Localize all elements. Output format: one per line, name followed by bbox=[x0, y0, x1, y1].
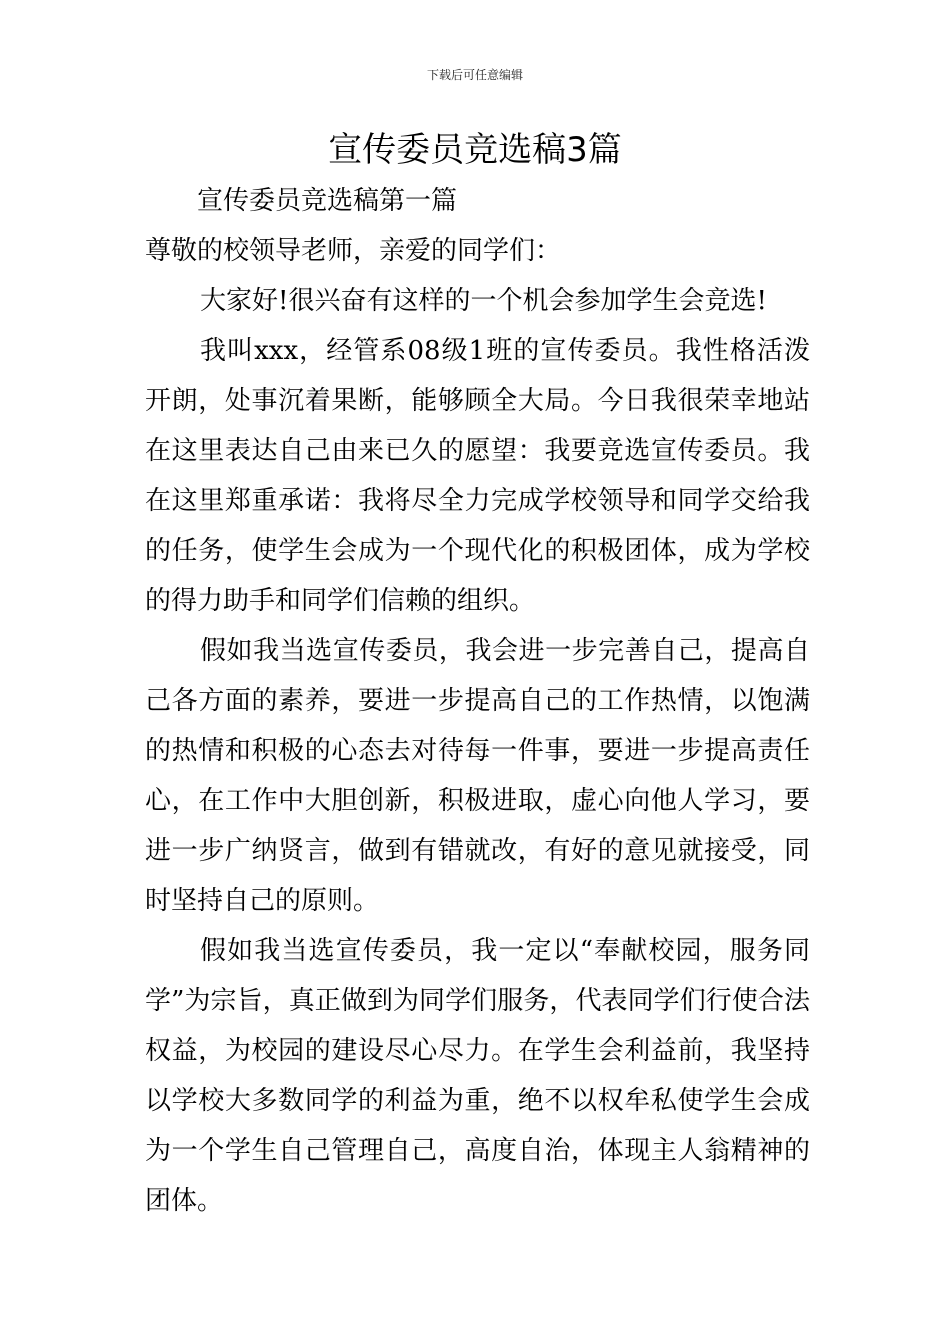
section-subtitle: 宣传委员竞选稿第一篇 bbox=[197, 186, 458, 216]
paragraph: 假如我当选宣传委员，我会进一步完善自己，提高自己各方面的素养，要进一步提高自己的工作热情，以饱满的热情和积极的心态去对待每一件事，要进一步提高责任心，在工作中大胆创新，积极进取，虚心向他人学习，要进一步广纳贤言，做到有错就改，有好的意见就接受，同时坚持自己的原则。 bbox=[145, 636, 810, 916]
paragraph: 大家好!很兴奋有这样的一个机会参加学生会竞选! bbox=[200, 286, 767, 316]
greeting: 尊敬的校领导老师，亲爱的同学们： bbox=[145, 236, 562, 266]
paragraph: 我叫xxx，经管系08级1班的宣传委员。我性格活泼开朗，处事沉着果断，能够顾全大局。今日我很荣幸地站在这里表达自己由来已久的愿望：我要竞选宣传委员。我在这里郑重承诺：我将尽全力完成学校领导和同学交给我的任务，使学生会成为一个现代化的积极团体，成为学校的得力助手和同学们信赖的组织。 bbox=[145, 336, 810, 616]
header-note: 下载后可任意编辑 bbox=[426, 68, 523, 82]
paragraph: 假如我当选宣传委员，我一定以“奉献校园，服务同学”为宗旨，真正做到为同学们服务，代表同学们行使合法权益，为校园的建设尽心尽力。在学生会利益前，我坚持以学校大多数同学的利益为重，绝不以权牟私使学生会成为一个学生自己管理自己，高度自治，体现主人翁精神的团体。 bbox=[145, 936, 810, 1216]
document-title: 宣传委员竞选稿3篇 bbox=[328, 130, 622, 170]
document-body bbox=[145, 176, 810, 1226]
